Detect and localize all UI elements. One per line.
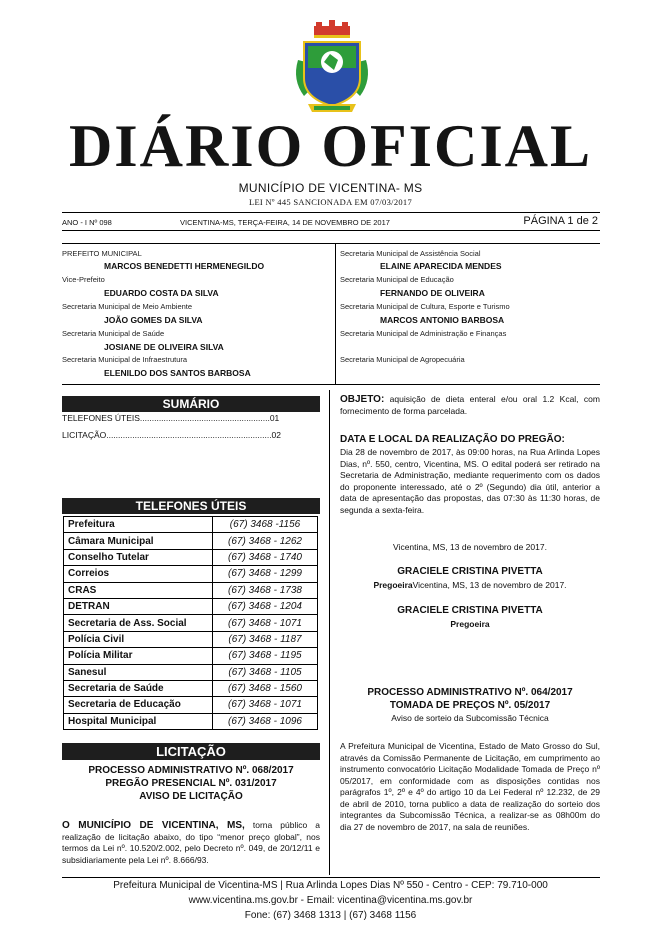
table-row — [64, 598, 318, 614]
phone-entry-name: Sanesul — [64, 664, 213, 680]
phone-entry-name: DETRAN — [64, 598, 213, 614]
phone-entry-number: (67) 3468 - 1071 — [213, 697, 318, 713]
official-title: Secretaria Municipal de Meio Ambiente — [62, 302, 193, 311]
official-title: Secretaria Municipal de Assistência Social — [340, 249, 481, 258]
official-name: MARCOS BENEDETTI HERMENEGILDO — [104, 261, 265, 271]
phone-entry-number: (67) 3468 - 1195 — [213, 648, 318, 664]
sumario-header: SUMÁRIO — [62, 396, 320, 412]
phone-entry-name: Correios — [64, 566, 213, 582]
official-title: PREFEITO MUNICIPAL — [62, 249, 142, 258]
phone-entry-number: (67) 3468 - 1187 — [213, 631, 318, 647]
coat-of-arms-seal — [290, 20, 374, 120]
phone-entry-name: Secretaria de Saúde — [64, 680, 213, 696]
footer-rule — [62, 877, 600, 878]
phone-entry-number: (67) 3468 - 1299 — [213, 566, 318, 582]
official-name: JOÃO GOMES DA SILVA — [104, 315, 203, 325]
phone-entry-number: (67) 3468 - 1560 — [213, 680, 318, 696]
licitacao-header: LICITAÇÃO — [62, 743, 320, 760]
official-title: Secretaria Municipal de Infraestrutura — [62, 355, 188, 364]
page-number: PÁGINA 1 de 2 — [523, 215, 598, 227]
processo-heading: PROCESSO ADMINISTRATIVO Nº. 064/2017 — [367, 687, 573, 698]
licitacao-notice-body — [62, 820, 320, 866]
telefones-header: TELEFONES ÚTEIS — [62, 498, 320, 514]
table-row — [64, 648, 318, 664]
signatory-role: Pregoeira — [450, 619, 490, 629]
tomada-precos-heading: TOMADA DE PREÇOS Nº. 05/2017 — [389, 700, 551, 711]
table-row — [64, 533, 318, 549]
phone-entry-name: Hospital Municipal — [64, 713, 213, 729]
objeto-paragraph — [340, 394, 600, 417]
law-reference: LEI Nº 445 SANCIONADA EM 07/03/2017 — [248, 197, 413, 207]
phone-entry-number: (67) 3468 - 1740 — [213, 549, 318, 565]
phone-entry-number: (67) 3468 - 1096 — [213, 713, 318, 729]
signatory-role-tail: Vicentina, MS, 13 de novembro de 2017. — [412, 580, 567, 590]
sumario-item[interactable]: TELEFONES ÚTEIS.......................................................01 — [62, 413, 280, 423]
phone-entry-name: Polícia Civil — [64, 631, 213, 647]
official-name: ELENILDO DOS SANTOS BARBOSA — [104, 368, 251, 378]
licitacao-pregao-number: PREGÃO PRESENCIAL Nº. 031/2017 — [105, 778, 277, 789]
licitacao-notice-title: AVISO DE LICITAÇÃO — [139, 791, 243, 802]
infobar-top-rule — [62, 212, 600, 213]
table-row — [64, 582, 318, 598]
table-row — [64, 680, 318, 696]
official-title: Secretaria Municipal de Agropecuária — [340, 355, 465, 364]
sumario-item[interactable]: LICITAÇÃO......................................................................02 — [62, 430, 282, 440]
infobar-bottom-rule — [62, 230, 600, 231]
phone-entry-number: (67) 3468 - 1738 — [213, 582, 318, 598]
edition-info-bar — [62, 216, 600, 230]
footer-web-email[interactable]: www.vicentina.ms.gov.br - Email: vicentina@vicentina.ms.gov.br — [188, 895, 473, 906]
official-name: MARCOS ANTONIO BARBOSA — [380, 315, 505, 325]
table-row — [64, 517, 318, 533]
phone-entry-number: (67) 3468 - 1262 — [213, 533, 318, 549]
phone-entry-name: Secretaria de Ass. Social — [64, 615, 213, 631]
table-row — [64, 631, 318, 647]
objeto-text: aquisição de dieta enteral e/ou oral 1.2 Kcal, com fornecimento de forma parcelada. — [340, 394, 600, 416]
municipality-name: MUNICÍPIO DE VICENTINA- MS — [238, 181, 423, 195]
officials-divider — [335, 244, 336, 384]
processo-body: A Prefeitura Municipal de Vicentina, Estado de Mato Grosso do Sul, através da Comissão Permanente de Licitação, em cumprimento ao instrumento convocatório Licitação Modalidade Tomada de Preço nº 05/2017, em conformidade com as disposições contidas nos parágrafos 1º, 2º e 4º do artigo 10 da Lei Federal nº 12.232, de 29 de abril de 2010, torna publico a data de realização do sorteio dos integrantes da Subcomissão Técnica, a realizar-se as 08h00m do dia 27 de novembro de 2017, na sala de reuniões. — [340, 741, 600, 832]
phone-entry-number: (67) 3468 - 1071 — [213, 615, 318, 631]
official-name: FERNANDO DE OLIVEIRA — [380, 288, 485, 298]
footer-address: Prefeitura Municipal de Vicentina-MS | Rua Arlinda Lopes Dias Nº 550 - Centro - CEP: 79.710-000 — [113, 880, 548, 891]
phone-directory-table — [63, 516, 318, 730]
official-title: Secretaria Municipal de Administração e Finanças — [340, 329, 507, 338]
phone-entry-name: Prefeitura — [64, 517, 213, 533]
phone-entry-number: (67) 3468 - 1204 — [213, 598, 318, 614]
footer-phones: Fone: (67) 3468 1313 | (67) 3468 1156 — [244, 910, 417, 921]
official-name: ELAINE APARECIDA MENDES — [380, 261, 502, 271]
data-local-text: Dia 28 de novembro de 2017, às 09:00 horas, na Rua Arlinda Lopes Dias, nº. 550, centro, Vicentina, MS. O edital poderá ser retirado na Secretaria de Administração, mediante requerimento com os dados do proponente interessado, até o 2º (Segundo) dia útil, anterior a data de apresentação das propostas, das 07:30 às 11:30 horas, de segunda a sexta-feira. — [340, 447, 600, 515]
table-row — [64, 549, 318, 565]
official-title: Secretaria Municipal de Cultura, Esporte e Turismo — [340, 302, 510, 311]
phone-entry-name: Polícia Militar — [64, 648, 213, 664]
official-title: Secretaria Municipal de Saúde — [62, 329, 165, 338]
table-row — [64, 615, 318, 631]
signatory-name: GRACIELE CRISTINA PIVETTA — [397, 605, 543, 616]
signatory-role-line — [340, 580, 600, 590]
licitacao-body-text: torna público a realização de licitação abaixo, do tipo “menor preço global”, nos termos da Lei nº. 10.520/2.002, pelo Decreto nº. 049, de 20/12/11 e subsidiariamente pela Lei nº. 8.666/93. — [62, 820, 321, 865]
signatory-name: GRACIELE CRISTINA PIVETTA — [397, 566, 543, 577]
column-divider — [329, 390, 330, 875]
table-row — [64, 664, 318, 680]
phone-entry-name: CRAS — [64, 582, 213, 598]
official-title: Vice-Prefeito — [62, 275, 105, 284]
objeto-label: OBJETO: — [340, 394, 385, 405]
table-row — [64, 713, 318, 729]
table-row — [64, 566, 318, 582]
official-name: JOSIANE DE OLIVEIRA SILVA — [104, 342, 224, 352]
official-name: EDUARDO COSTA DA SILVA — [104, 288, 219, 298]
phone-entry-name: Câmara Municipal — [64, 533, 213, 549]
edition-number: ANO - I Nº 098 — [62, 218, 112, 227]
signatory-role: Pregoeira — [373, 580, 413, 590]
phone-entry-name: Conselho Tutelar — [64, 549, 213, 565]
phone-entry-number: (67) 3468 - 1105 — [213, 664, 318, 680]
masthead-title: DIÁRIO OFICIAL — [68, 113, 593, 179]
licitacao-process-number: PROCESSO ADMINISTRATIVO Nº. 068/2017 — [88, 765, 294, 776]
licitacao-lead: O MUNICÍPIO DE VICENTINA, MS, — [62, 820, 245, 831]
edition-date: VICENTINA-MS, TERÇA-FEIRA, 14 DE NOVEMBRO DE 2017 — [180, 218, 390, 227]
processo-subtitle: Aviso de sorteio da Subcomissão Técnica — [391, 713, 549, 723]
data-local-heading: DATA E LOCAL DA REALIZAÇÃO DO PREGÃO: — [340, 434, 565, 445]
seal-crown — [314, 20, 350, 38]
officials-directory — [62, 243, 600, 385]
phone-entry-number: (67) 3468 -1156 — [213, 517, 318, 533]
official-title: Secretaria Municipal de Educação — [340, 275, 454, 284]
table-row — [64, 697, 318, 713]
place-date: Vicentina, MS, 13 de novembro de 2017. — [393, 542, 547, 552]
phone-entry-name: Secretaria de Educação — [64, 697, 213, 713]
